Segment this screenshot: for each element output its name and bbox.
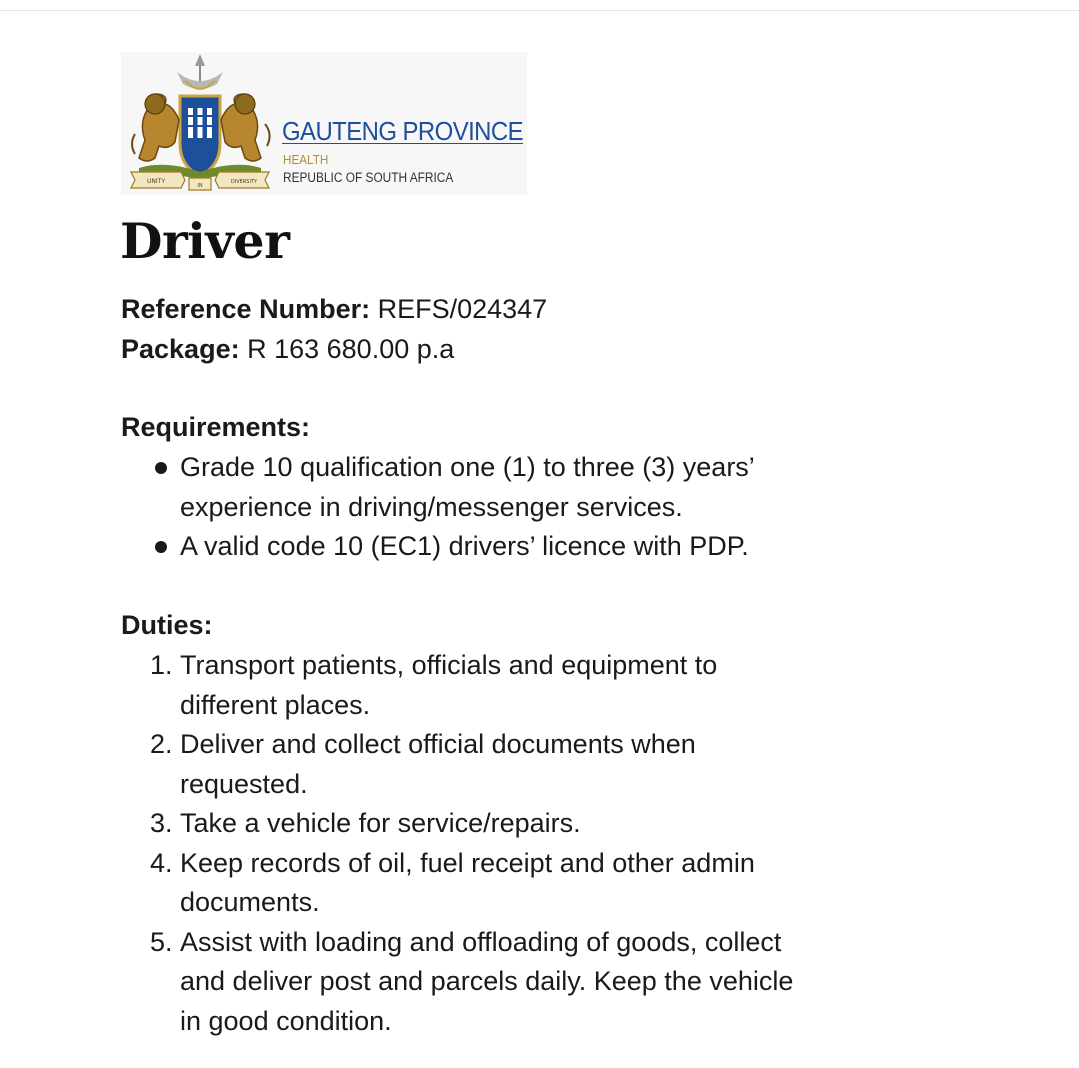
text-line: Grade 10 qualification one (1) to three (3) years’ xyxy=(180,452,755,482)
text-line: documents. xyxy=(180,887,320,917)
text-line: different places. xyxy=(180,689,371,720)
top-divider xyxy=(0,10,1079,11)
package-label: Package: xyxy=(121,334,240,364)
reference-label: Reference Number: xyxy=(121,294,371,324)
text-line: Deliver and collect official documents when xyxy=(180,729,696,759)
page-title: Driver xyxy=(120,212,290,270)
requirements-heading: Requirements: xyxy=(121,412,311,442)
reference-value: REFS/024347 xyxy=(377,294,548,324)
package xyxy=(121,334,454,365)
text-line: experience in driving/messenger services. xyxy=(180,491,683,522)
duty-text xyxy=(180,844,755,923)
duty-text xyxy=(180,804,581,844)
motto-unity: UNITY xyxy=(147,178,165,185)
requirement-text xyxy=(180,527,749,567)
gauteng-health-logo xyxy=(121,52,527,195)
duty-number: 5. xyxy=(150,926,173,957)
duty-number: 3. xyxy=(150,808,173,838)
text-line: Transport patients, officials and equipment to xyxy=(180,650,718,680)
duty-text xyxy=(180,923,793,1042)
country-name: REPUBLIC OF SOUTH AFRICA xyxy=(283,170,454,185)
duty-number: 1. xyxy=(150,650,173,680)
text-line: Keep records of oil, fuel receipt and other admin xyxy=(180,847,755,878)
text-line: Assist with loading and offloading of goods, collect xyxy=(180,926,782,957)
department-name: HEALTH xyxy=(283,152,329,167)
requirement-text xyxy=(180,448,755,527)
duty-text xyxy=(180,646,717,725)
text-line: and deliver post and parcels daily. Keep the vehicle xyxy=(180,966,794,996)
motto-in: IN xyxy=(197,183,203,189)
motto-diversity: DIVERSITY xyxy=(230,179,258,185)
coat-of-arms-icon xyxy=(125,54,275,192)
text-line: Take a vehicle for service/repairs. xyxy=(180,808,581,838)
province-name: GAUTENG PROVINCE xyxy=(282,116,524,146)
package-value: R 163 680.00 p.a xyxy=(247,334,455,364)
reference-number xyxy=(121,294,547,325)
text-line: requested. xyxy=(180,768,308,799)
text-line: A valid code 10 (EC1) drivers’ licence with PDP. xyxy=(180,531,749,561)
text-line: in good condition. xyxy=(180,1005,392,1036)
duty-number: 4. xyxy=(150,847,173,878)
duty-text xyxy=(180,725,696,804)
duties-heading: Duties: xyxy=(121,610,213,640)
duty-number: 2. xyxy=(150,729,173,759)
